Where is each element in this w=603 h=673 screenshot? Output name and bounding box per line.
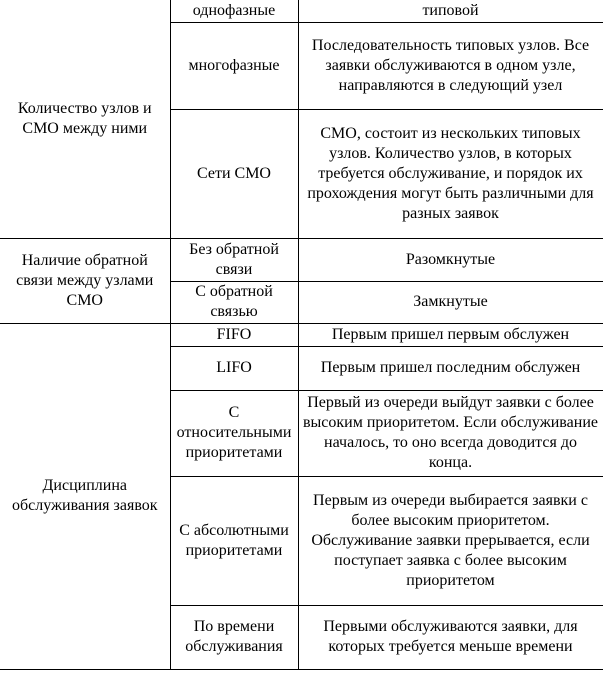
type-cell: многофазные — [170, 22, 298, 109]
table-row — [0, 323, 603, 346]
type-cell: однофазные — [170, 0, 298, 22]
description-cell: Последовательность типовых узлов. Все заявки обслуживаются в одном узле, направляются в следующий узел — [298, 22, 603, 109]
description-cell: Первыми обслуживаются заявки, для которых требуется меньше времени — [298, 605, 603, 669]
type-cell: С обратной связью — [170, 281, 298, 323]
description-cell: Замкнутые — [298, 281, 603, 323]
type-cell: FIFO — [170, 323, 298, 346]
description-cell: Первым из очереди выбирается заявки с более высоким приоритетом. Обслуживание заявки прерывается, если поступает заявка с более высоким приоритетом — [298, 476, 603, 605]
description-cell: СМО, состоит из нескольких типовых узлов. Количество узлов, в которых требуется обслуживание, и порядок их прохождения могут быть различными для разных заявок — [298, 109, 603, 238]
table-row — [0, 0, 603, 22]
description-cell: Первый из очереди выйдут заявки с более высоким приоритетом. Если обслуживание началось, то оно всегда доводится до конца. — [298, 390, 603, 476]
type-cell: LIFO — [170, 346, 298, 390]
description-cell: Первым пришел последним обслужен — [298, 346, 603, 390]
category-cell: Наличие обратной связи между узлами СМО — [0, 238, 170, 323]
category-cell: Дисциплина обслуживания заявок — [0, 323, 170, 669]
description-cell: типовой — [298, 0, 603, 22]
table-row — [0, 238, 603, 281]
type-cell: С абсолютными приоритетами — [170, 476, 298, 605]
type-cell: По времени обслуживания — [170, 605, 298, 669]
type-cell: Сети СМО — [170, 109, 298, 238]
description-cell: Первым пришел первым обслужен — [298, 323, 603, 346]
type-cell: С относительными приоритетами — [170, 390, 298, 476]
category-cell: Количество узлов и СМО между ними — [0, 0, 170, 238]
type-cell: Без обратной связи — [170, 238, 298, 281]
description-cell: Разомкнутые — [298, 238, 603, 281]
